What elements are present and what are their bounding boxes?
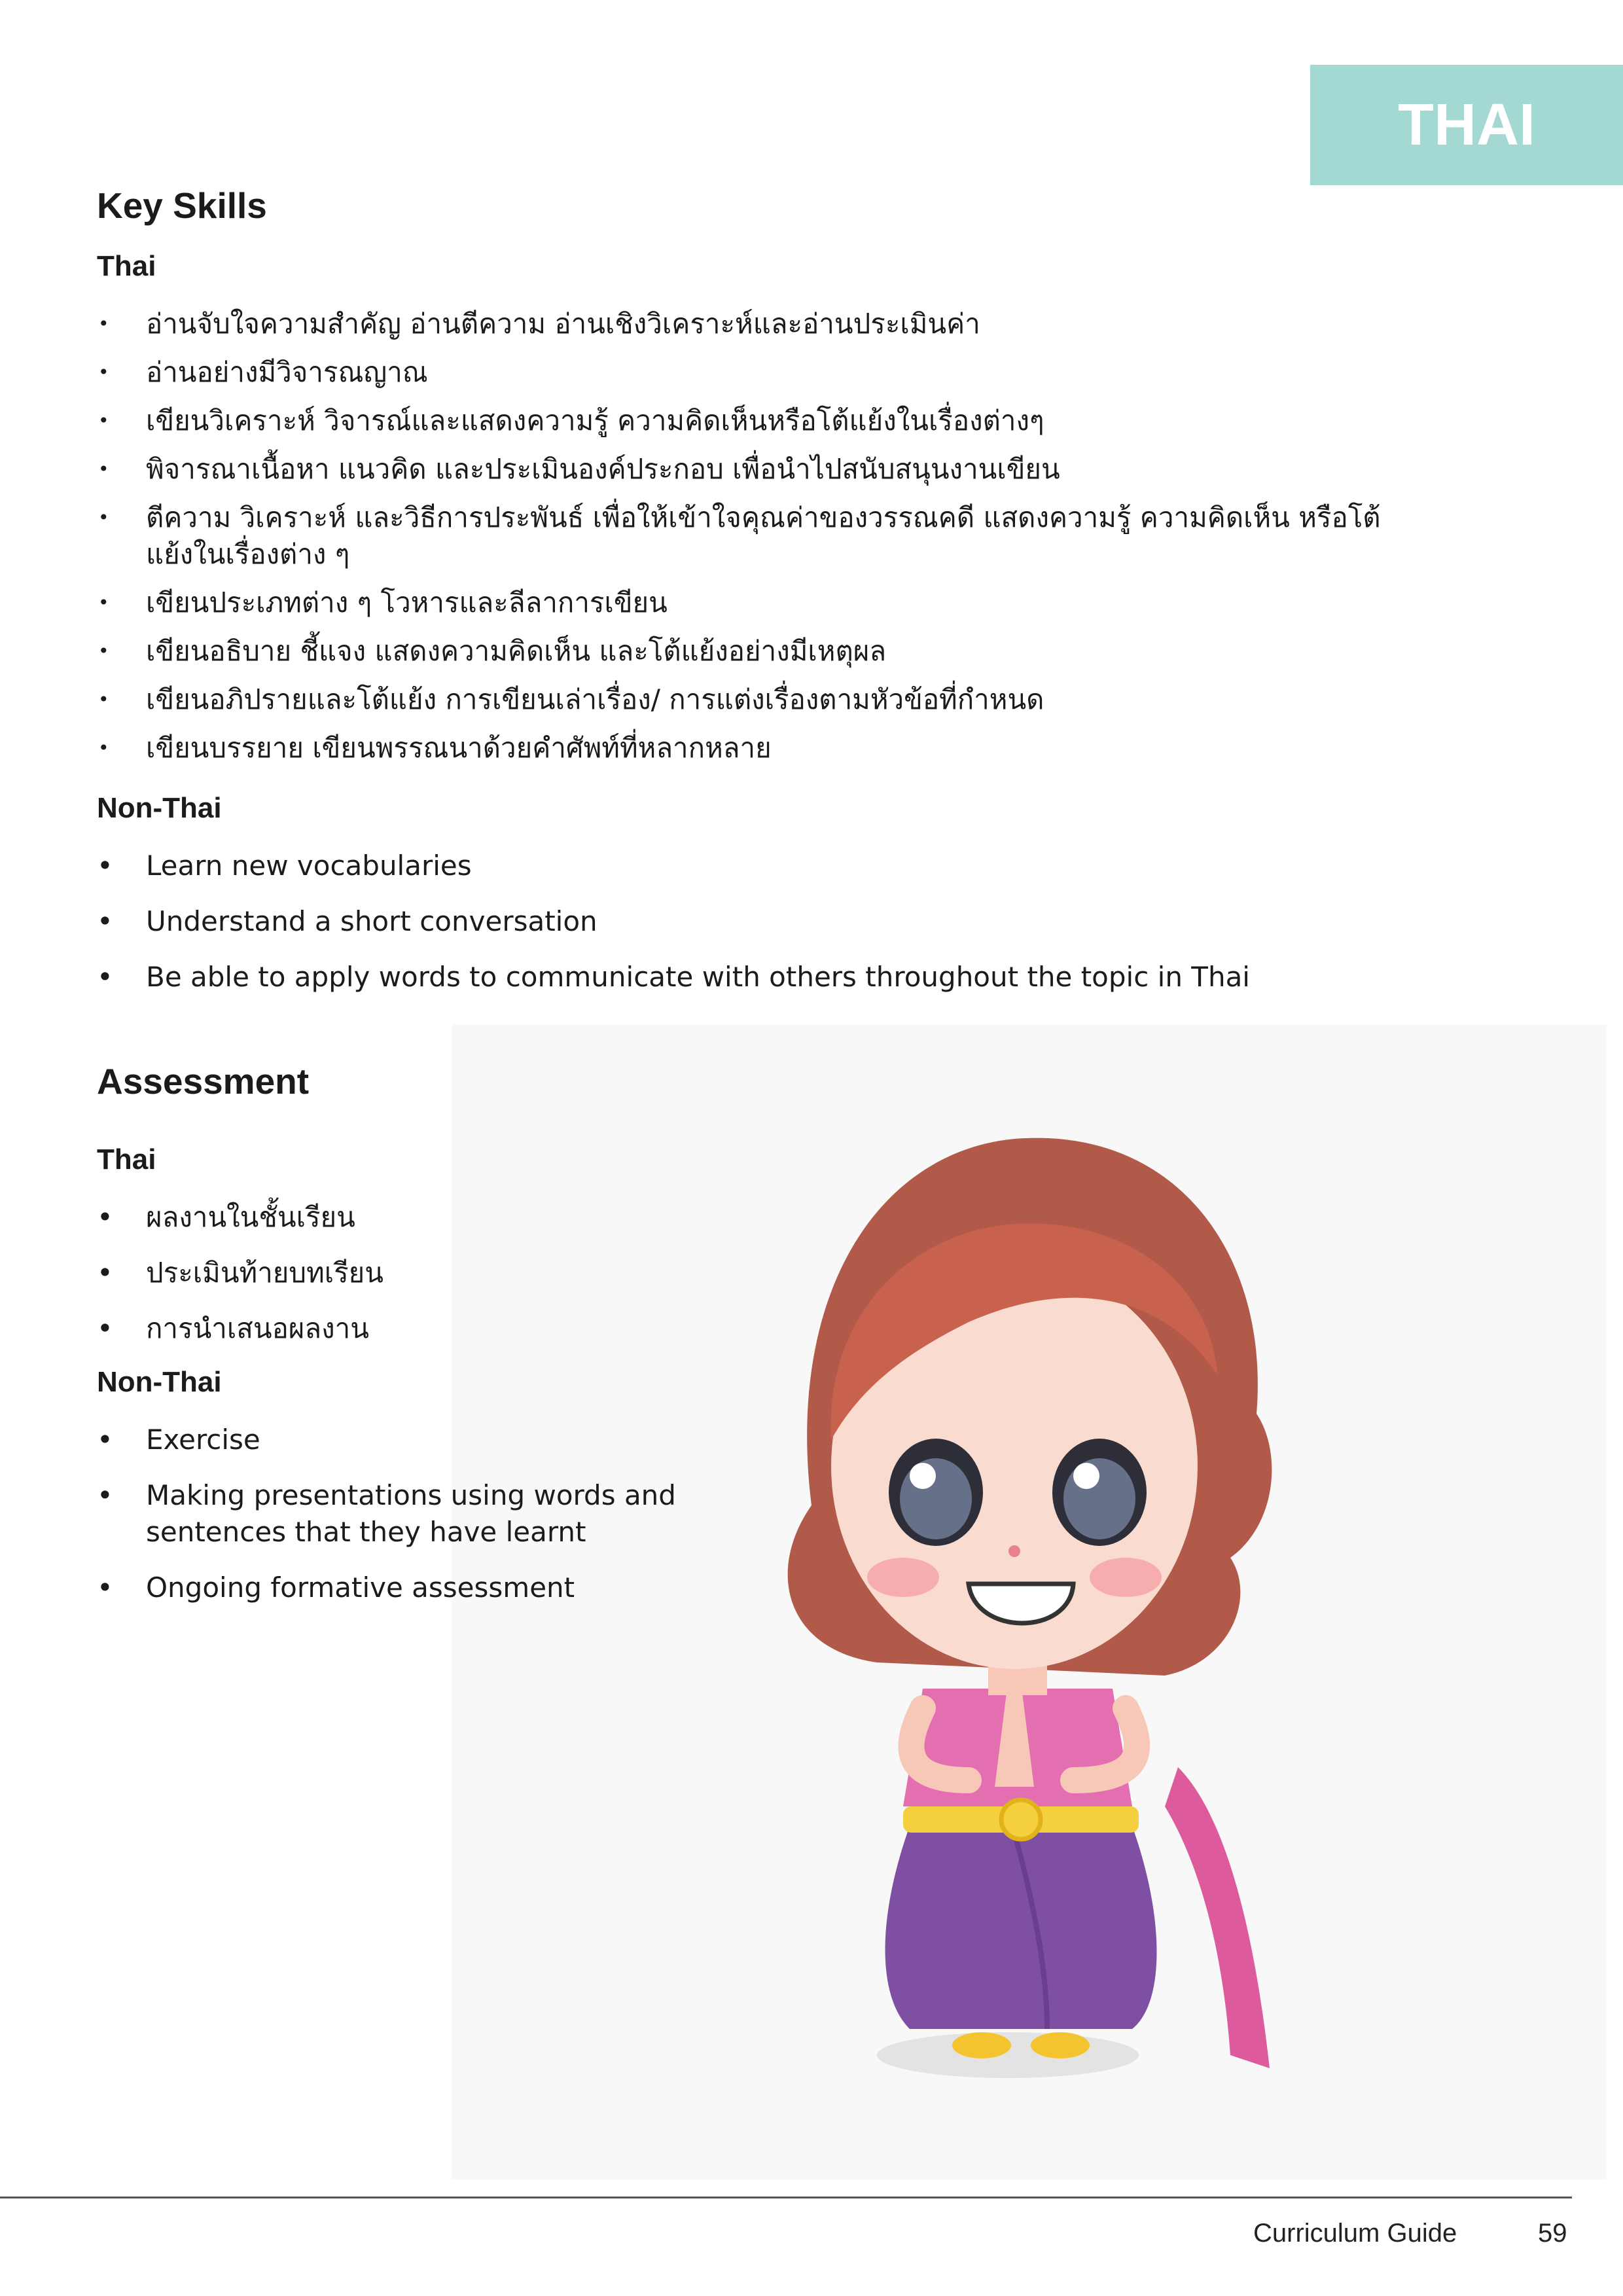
list-item: • ผลงานในชั้นเรียน bbox=[97, 1199, 1406, 1236]
list-item: • เขียนอธิบาย ชี้แจง แสดงความคิดเห็น และโต้แย้งอย่างมีเหตุผล bbox=[97, 633, 1406, 670]
list-item: • เขียนประเภทต่าง ๆ โวหารและลีลาการเขียน bbox=[97, 584, 1406, 621]
assessment-thai-heading: Thai bbox=[97, 1143, 156, 1175]
key-skills-thai-list bbox=[97, 306, 1406, 778]
list-item: • เขียนบรรยาย เขียนพรรณนาด้วยคำศัพท์ที่หลากหลาย bbox=[97, 730, 1406, 766]
section-tab: THAI bbox=[1310, 65, 1623, 185]
list-item: • เขียนวิเคราะห์ วิจารณ์และแสดงความรู้ ความคิดเห็นหรือโต้แย้งในเรื่องต่างๆ bbox=[97, 403, 1406, 439]
list-item: • Exercise bbox=[97, 1422, 751, 1458]
list-item: • การนำเสนอผลงาน bbox=[97, 1310, 1406, 1347]
list-item: • Understand a short conversation bbox=[97, 903, 1406, 940]
key-skills-title: Key Skills bbox=[97, 185, 267, 226]
list-item: • พิจารณาเนื้อหา แนวคิด และประเมินองค์ประกอบ เพื่อนำไปสนับสนุนงานเขียน bbox=[97, 451, 1406, 488]
assessment-thai-list bbox=[97, 1199, 1406, 1366]
assessment-title: Assessment bbox=[97, 1061, 310, 1102]
list-item: • ตีความ วิเคราะห์ และวิธีการประพันธ์ เพื่อให้เข้าใจคุณค่าของวรรณคดี แสดงความรู้ ความคิดเห็น หรือโต้แย้งในเรื่องต่าง ๆ bbox=[97, 499, 1389, 573]
key-skills-non-thai-heading: Non-Thai bbox=[97, 792, 222, 824]
list-item: • อ่านจับใจความสำคัญ อ่านตีความ อ่านเชิงวิเคราะห์และอ่านประเมินค่า bbox=[97, 306, 1406, 342]
list-item: • อ่านอย่างมีวิจารณญาณ bbox=[97, 354, 1406, 391]
list-item: • ประเมินท้ายบทเรียน bbox=[97, 1255, 1406, 1291]
key-skills-thai-heading: Thai bbox=[97, 250, 156, 282]
list-item: • Be able to apply words to communicate with others throughout the topic in Thai bbox=[97, 959, 1406, 996]
list-item: • Making presentations using words and sentences that they have learnt bbox=[97, 1477, 751, 1551]
list-item: • Ongoing formative assessment bbox=[97, 1570, 751, 1606]
list-item: • เขียนอภิปรายและโต้แย้ง การเขียนเล่าเรื่อง/ การแต่งเรื่องตามหัวข้อที่กำหนด bbox=[97, 681, 1406, 718]
footer-guide-label: Curriculum Guide bbox=[1253, 2219, 1457, 2248]
list-item: • Learn new vocabularies bbox=[97, 848, 1406, 884]
page-number: 59 bbox=[1538, 2219, 1567, 2248]
assessment-non-thai-list bbox=[97, 1422, 751, 1625]
assessment-non-thai-heading: Non-Thai bbox=[97, 1366, 222, 1398]
key-skills-non-thai-list bbox=[97, 848, 1406, 1014]
footer-divider bbox=[0, 2197, 1572, 2198]
